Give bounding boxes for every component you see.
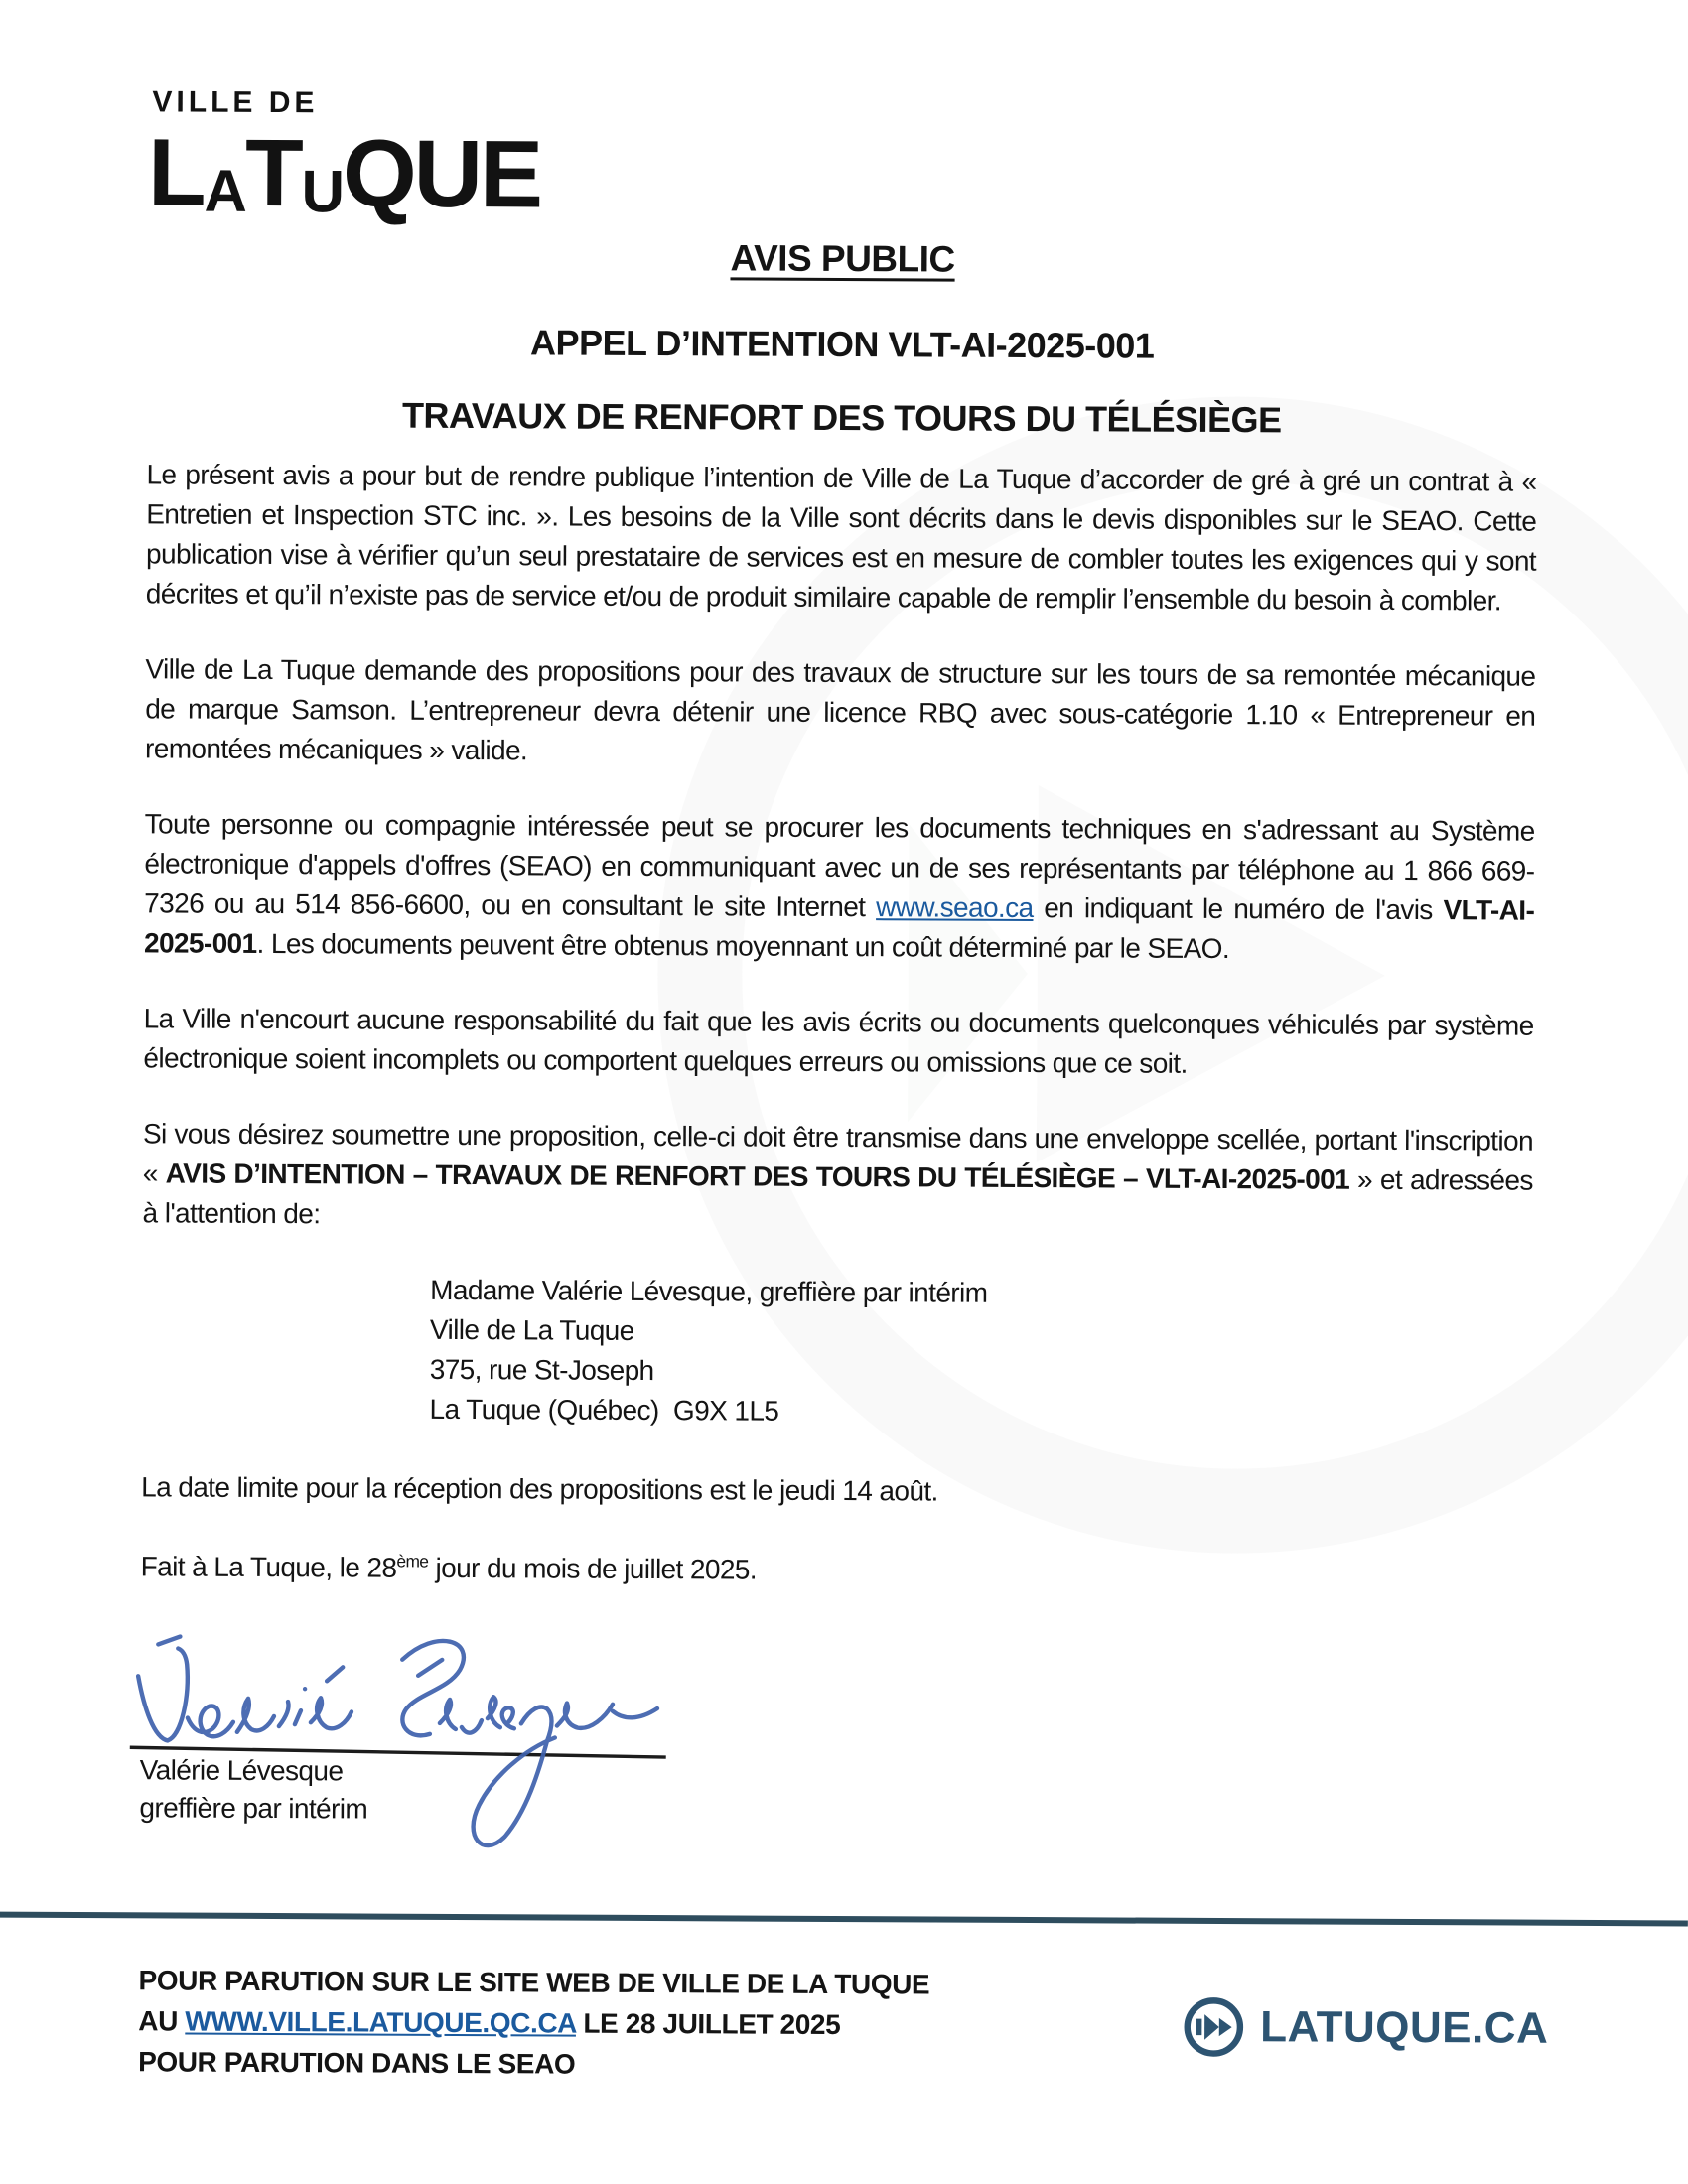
footer-line: POUR PARUTION DANS LE SEAO (138, 2046, 576, 2080)
seao-link[interactable]: www.seao.ca (876, 891, 1034, 924)
address-line: Ville de La Tuque (429, 1313, 634, 1346)
dateline (141, 1547, 1531, 1593)
signer-name: Valérie Lévesque (139, 1754, 344, 1787)
avis-number-bold: VLT-AI-2025-001 (143, 894, 1535, 959)
logo-letter: A (204, 157, 245, 224)
signer-title: greffière par intérim (139, 1792, 368, 1825)
logo-letter: T (244, 119, 301, 227)
signature-image (121, 1614, 738, 1865)
footer-line: POUR PARUTION SUR LE SITE WEB DE VILLE DE LA TUQUE (138, 1965, 930, 2000)
paragraph-demande: Ville de La Tuque demande des propositions pour des travaux de structure sur les tours de sa remontée mécanique de marque Samson. L’entrepreneur devra détenir une licence RBQ avec sous-catégorie 1.10 « Entrepreneur en remontées mécaniques » valide. (144, 653, 1536, 766)
inscription-bold: AVIS D’INTENTION – TRAVAUX DE RENFORT DES TOURS DU TÉLÉSIÈGE – VLT-AI-2025-001 (165, 1158, 1350, 1195)
footer-divider (0, 1911, 1688, 1926)
paragraph-intro: Le présent avis a pour but de rendre publique l’intention de Ville de La Tuque d’accorder de gré à gré un contrat à « Entretien et Inspection STC inc. ». Les besoins de la Ville sont décrits dans le devis disponibles sur le SEAO. Cette publication vise à vérifier qu’un seul prestataire de services est en mesure de combler toutes les exigences qui y sont décrites et qu’il n’existe pas de service et/ou de produit similaire capable de remplir l’ensemble du besoin à combler. (145, 459, 1537, 616)
footer (138, 1960, 1549, 2089)
document-body (139, 455, 1536, 1856)
ville-de-la-tuque-logo (147, 85, 541, 228)
latuque-ca-logo (1181, 1993, 1549, 2061)
paragraph-segment: en indiquant le numéro de l'avis (1033, 892, 1444, 926)
dateline-segment: jour du mois de juillet 2025. (428, 1552, 758, 1585)
paragraph-seao (144, 804, 1535, 970)
address-line: Madame Valérie Lévesque, greffière par intérim (430, 1274, 988, 1308)
logo-letter: U (301, 158, 343, 225)
signature-block (139, 1626, 1530, 1856)
ville-website-link[interactable]: WWW.VILLE.LATUQUE.QC.CA (185, 2005, 577, 2039)
deadline-line: La date limite pour la réception des propositions est le jeudi 14 août. (141, 1471, 938, 1507)
dateline-segment: Fait à La Tuque, le 28 (140, 1551, 397, 1583)
footer-line (138, 2000, 929, 2045)
title-appel-intention: APPEL D’INTENTION VLT-AI-2025-001 (529, 322, 1155, 366)
latuque-ca-text: LATUQUE.CA (1260, 2001, 1549, 2053)
paragraph-responsabilite: La Ville n'encourt aucune responsabilité du fait que les avis écrits ou documents quelconques véhiculés par système électronique soient incomplets ou comportent quelques erreurs ou omissions que ce soit. (143, 1003, 1534, 1079)
title-avis-public: AVIS PUBLIC (730, 237, 955, 280)
logo-ville-de-text: VILLE DE (152, 85, 319, 120)
address-block (429, 1271, 1532, 1435)
address-line: La Tuque (Québec) G9X 1L5 (429, 1393, 779, 1427)
footer-segment: LE 28 JUILLET 2025 (575, 2007, 841, 2041)
paragraph-segment: Toute personne ou compagnie intéressée peut se procurer les documents techniques en s'adressant au Système électronique d'appels d'offres (SEAO) en communiquant avec un de ses représentants par téléphone au 1 866 669-7326 ou au 514 856-6600, ou en consultant le site Internet (144, 808, 1535, 923)
paragraph-segment: » et adressées à l'attention de: (142, 1163, 1533, 1230)
latuque-circle-arrows-icon (1181, 1993, 1246, 2059)
logo-latuque-wordmark (147, 119, 541, 228)
footer-publication-note (138, 1960, 929, 2086)
title-travaux: TRAVAUX DE RENFORT DES TOURS DU TÉLÉSIÈGE (401, 394, 1282, 441)
paragraph-segment: Si vous désirez soumettre une proposition, celle-ci doit être transmise dans une enveloppe scellée, portant l'inscription « (142, 1118, 1534, 1189)
footer-segment: AU (138, 2005, 186, 2037)
logo-letter: QUE (342, 120, 541, 228)
paragraph-soumission (142, 1114, 1533, 1240)
dateline-superscript: ème (396, 1551, 429, 1571)
address-line: 375, rue St-Joseph (429, 1353, 654, 1387)
logo-letter: L (147, 119, 205, 226)
paragraph-segment: . Les documents peuvent être obtenus moyennant un coût déterminé par le SEAO. (256, 927, 1230, 965)
